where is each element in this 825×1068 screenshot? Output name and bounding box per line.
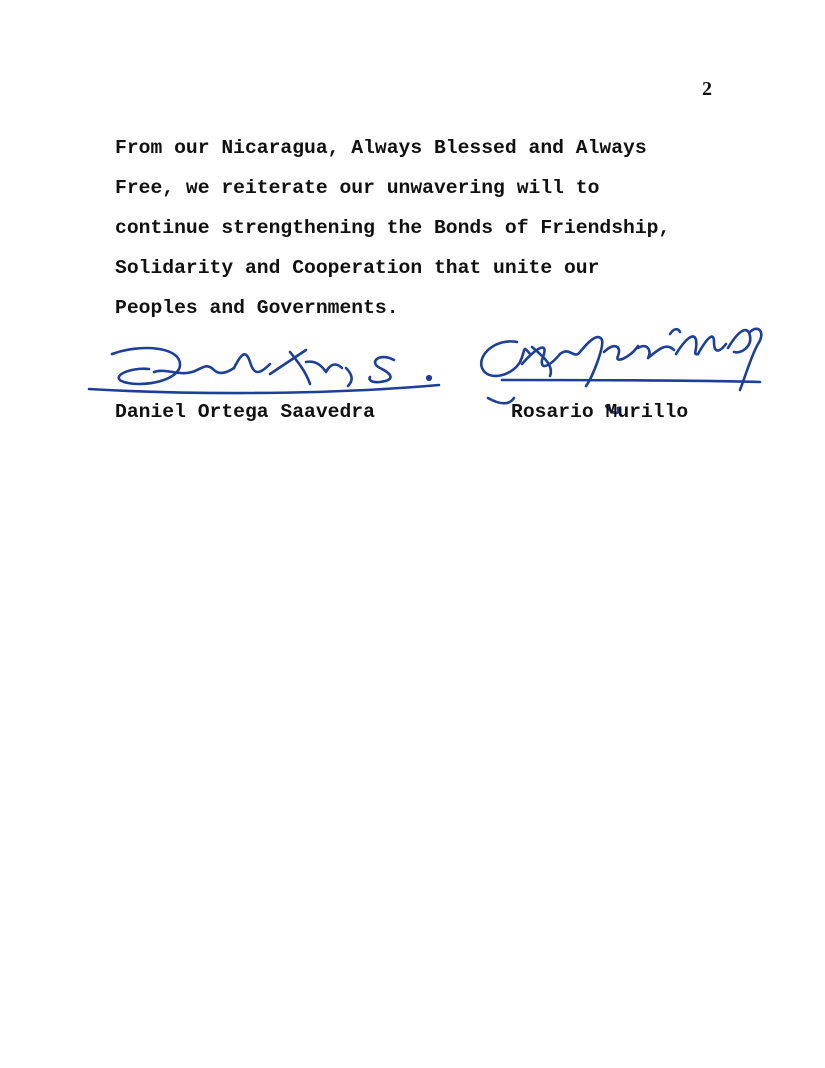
signer-name-murillo: Rosario Murillo bbox=[511, 401, 689, 423]
signer-name-ortega: Daniel Ortega Saavedra bbox=[115, 401, 375, 423]
paragraph-line: From our Nicaragua, Always Blessed and Always bbox=[115, 137, 647, 159]
paragraph-line: continue strengthening the Bonds of Friendship, bbox=[115, 217, 671, 239]
closing-paragraph bbox=[115, 128, 715, 328]
paragraph-line: Free, we reiterate our unwavering will to bbox=[115, 177, 600, 199]
page-number: 2 bbox=[702, 78, 712, 100]
paragraph-line: Peoples and Governments. bbox=[115, 297, 399, 319]
paragraph-line: Solidarity and Cooperation that unite our bbox=[115, 257, 600, 279]
